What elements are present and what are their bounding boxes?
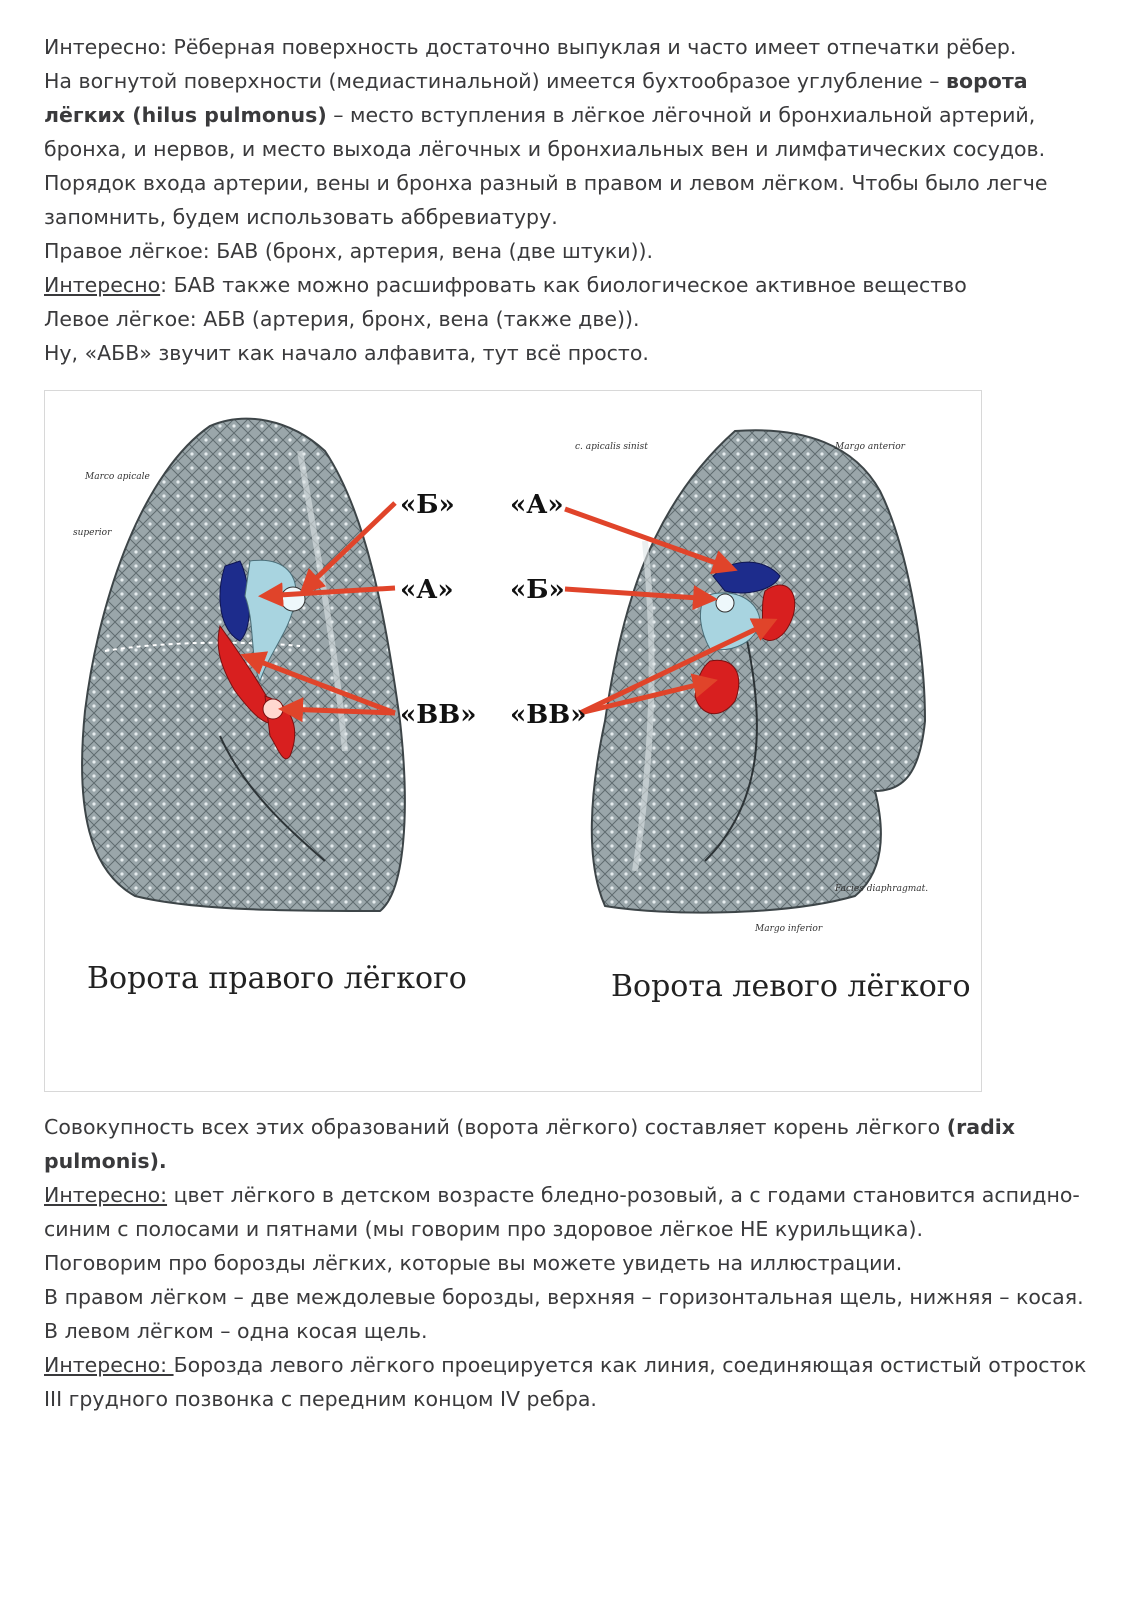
paragraph-hilus: На вогнутой поверхности (медиастинальной) имеется бухтообразое углубление – ворота лёгких (hilus pulmonus) – место вступления в лёгкое лёгочной и бронхиальной артерий, бронха, и нервов, и место выхода лёгочных и бронхиальных вен и лимфатических сосудов. [44, 69, 1046, 161]
paragraph-bav: Интересно: БАВ также можно расшифровать как биологическое активное вещество [44, 273, 967, 297]
paragraph-fissures-intro: Поговорим про борозды лёгких, которые вы можете увидеть на иллюстрации. [44, 1251, 903, 1275]
label-right-b: «Б» [400, 490, 455, 520]
svg-text:Facies diaphragmat.: Facies diaphragmat. [835, 884, 929, 894]
label-right-a: «А» [400, 575, 454, 605]
lung-hilum-diagram [45, 391, 981, 1091]
paragraph-abv: Ну, «АБВ» звучит как начало алфавита, тут всё просто. [44, 341, 649, 365]
label-left-a: «А» [510, 490, 564, 520]
paragraph-radix: Совокупность всех этих образований (ворота лёгкого) составляет корень лёгкого (radix pulmonis). [44, 1115, 1015, 1173]
interesting-label: Интересно: [44, 1353, 174, 1377]
caption-left-lung: Ворота левого лёгкого [611, 969, 971, 1004]
article-continued [44, 1110, 1088, 1416]
svg-text:superior: superior [73, 528, 112, 538]
label-left-b: «Б» [510, 575, 565, 605]
svg-text:Margo inferior: Margo inferior [755, 924, 823, 934]
paragraph-left-projection: Интересно: Борозда левого лёгкого проецируется как линия, соединяющая остистый отросток III грудного позвонка с передним концом IV ребра. [44, 1353, 1087, 1411]
paragraph-right-fissures: В правом лёгком – две междолевые борозды, верхняя – горизонтальная щель, нижняя – косая. [44, 1285, 1084, 1309]
paragraph-rib-surface: Интересно: Рёберная поверхность достаточно выпуклая и часто имеет отпечатки рёбер. [44, 35, 1017, 59]
svg-text:Marco apicale: Marco apicale [85, 472, 150, 482]
svg-text:Margo anterior: Margo anterior [835, 442, 905, 452]
svg-text:c. apicalis sinist: c. apicalis sinist [575, 442, 648, 452]
paragraph-left-fissure: В левом лёгком – одна косая щель. [44, 1319, 428, 1343]
caption-right-lung: Ворота правого лёгкого [87, 961, 467, 996]
term-hilus: ворота лёгких (hilus pulmonus) [44, 69, 1028, 127]
paragraph-lung-color: Интересно: цвет лёгкого в детском возрасте бледно-розовый, а с годами становится аспидно-синим с полосами и пятнами (мы говорим про здоровое лёгкое НЕ курильщика). [44, 1183, 1080, 1241]
label-right-vv: «ВВ» [400, 700, 477, 730]
paragraph-right-lung: Правое лёгкое: БАВ (бронх, артерия, вена (две штуки)). [44, 239, 654, 263]
interesting-label: Интересно [44, 273, 161, 297]
lung-hilum-illustration [44, 390, 982, 1092]
paragraph-order: Порядок входа артерии, вены и бронха разный в правом и левом лёгком. Чтобы было легче запомнить, будем использовать аббревиатуру. [44, 171, 1048, 229]
label-left-vv: «ВВ» [510, 700, 587, 730]
term-radix: (radix pulmonis). [44, 1115, 1015, 1173]
paragraph-left-lung: Левое лёгкое: АБВ (артерия, бронх, вена (также две)). [44, 307, 640, 331]
interesting-label: Интересно: [44, 1183, 168, 1207]
